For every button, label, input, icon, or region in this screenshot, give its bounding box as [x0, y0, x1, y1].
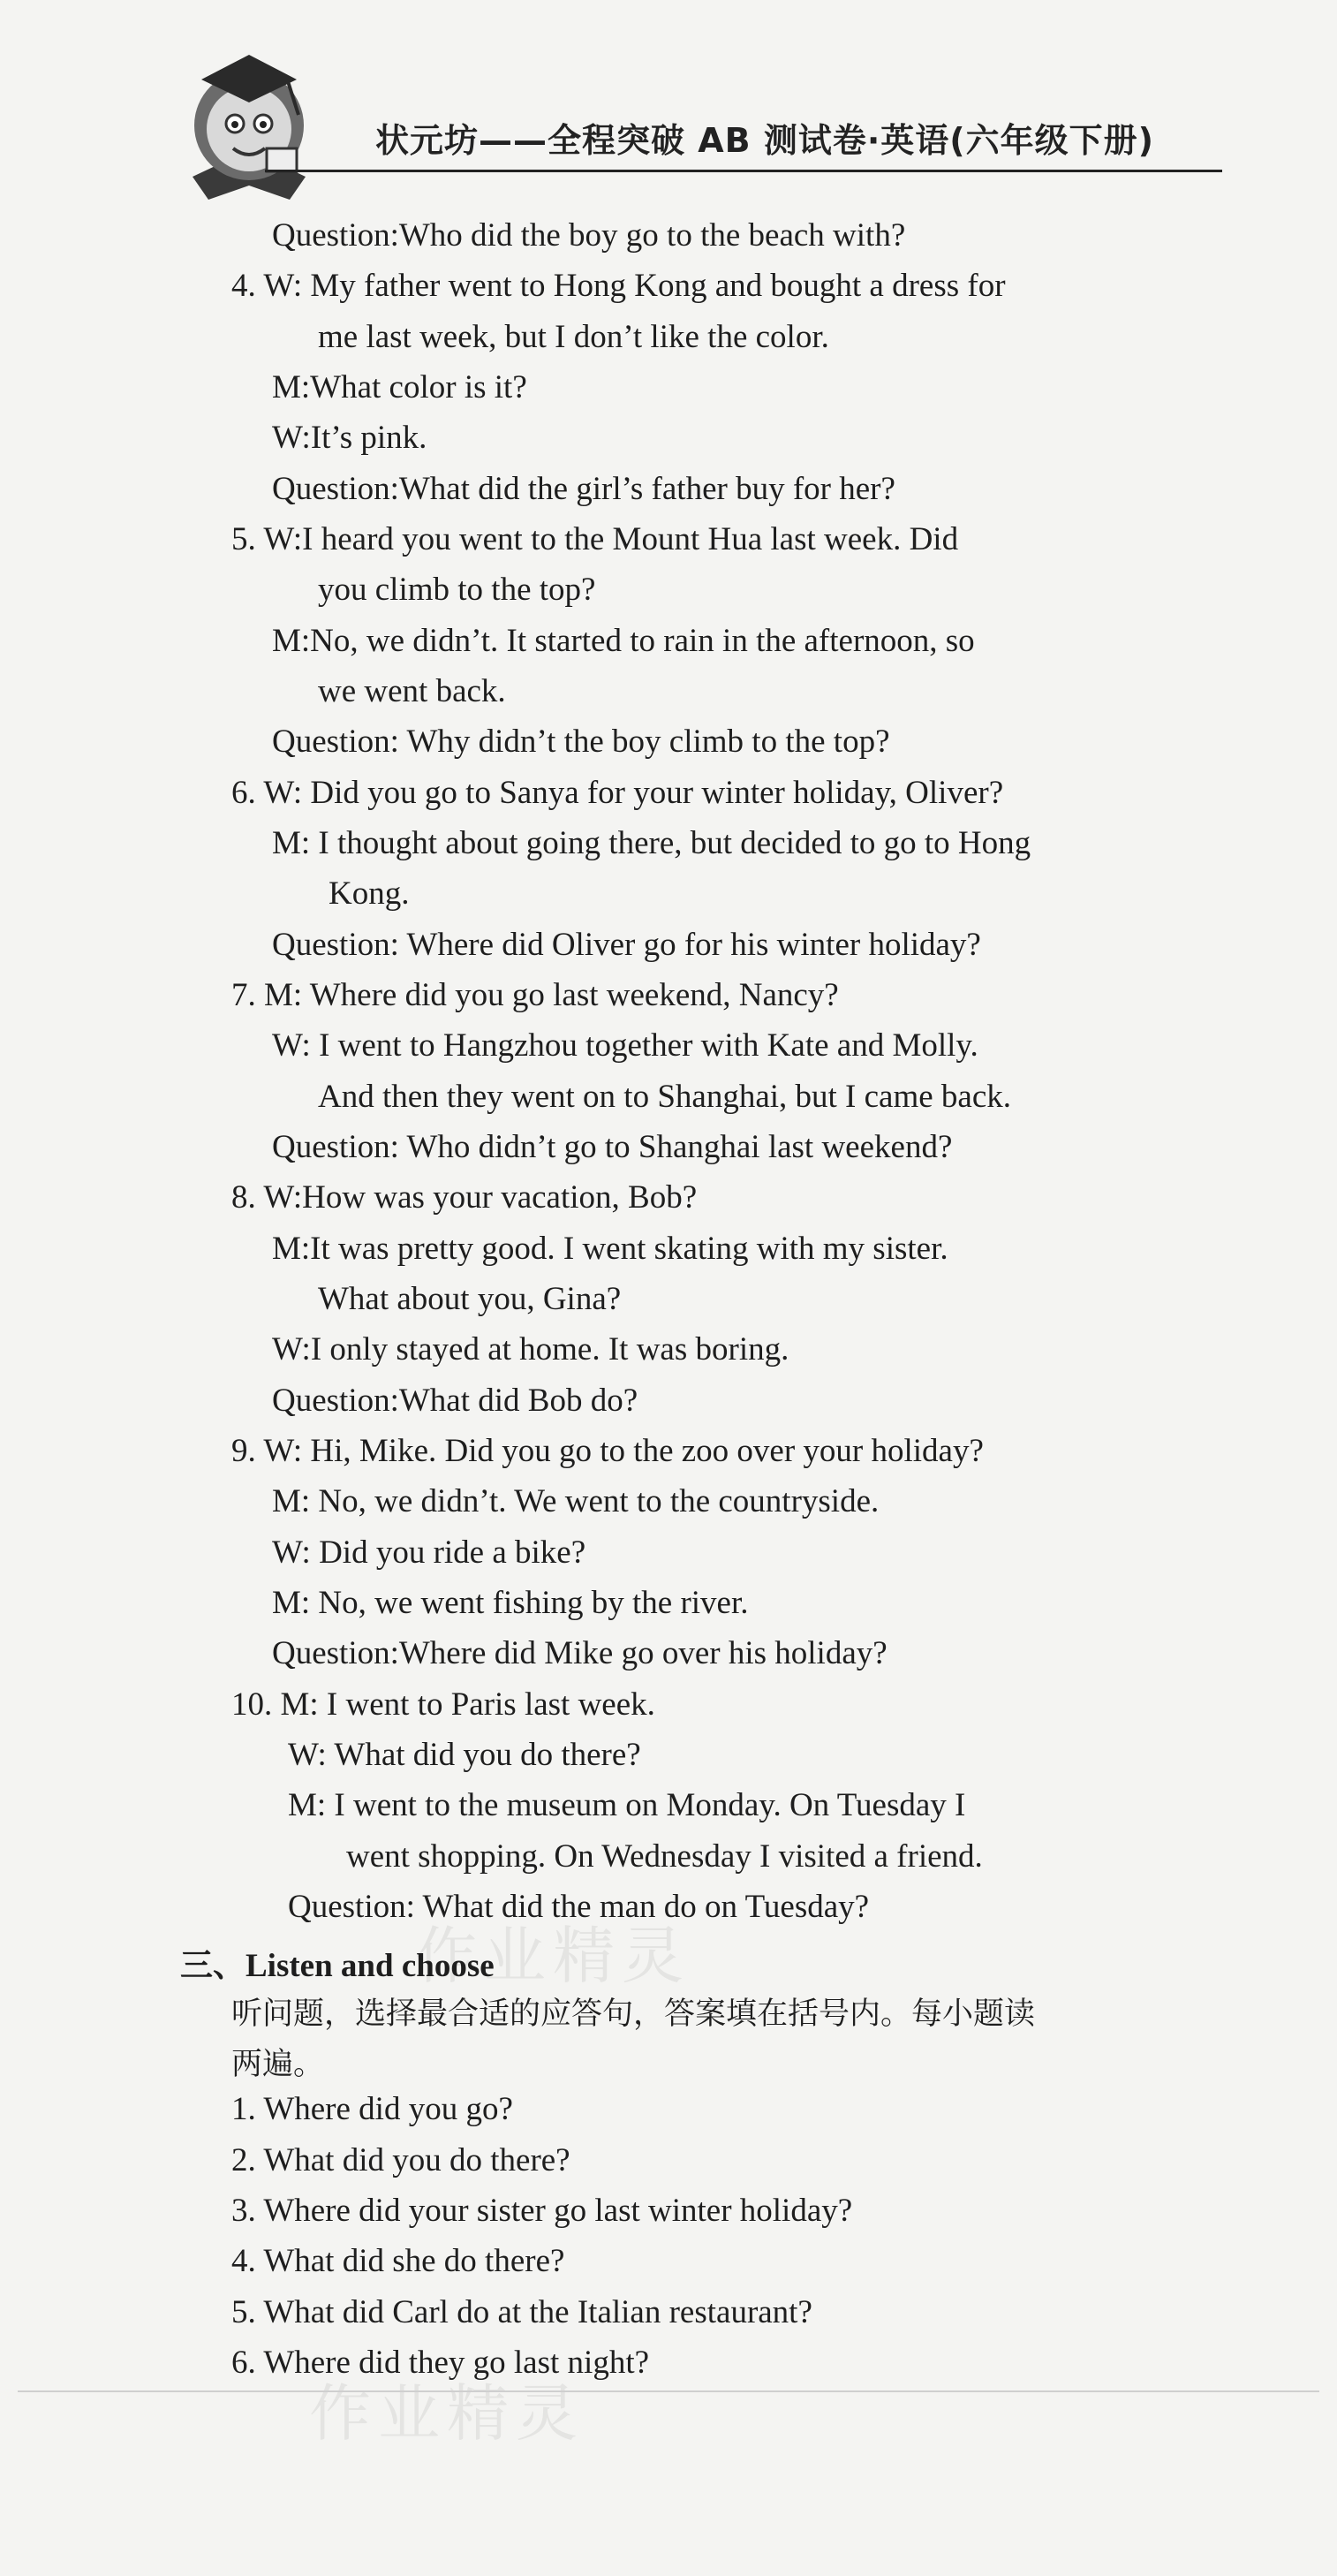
- dialogue-line: 10. M: I went to Paris last week.: [231, 1686, 655, 1723]
- dialogue-line: W: What did you do there?: [288, 1737, 641, 1773]
- watermark: 作业精灵: [415, 1920, 691, 1992]
- header-rule: [265, 170, 1222, 172]
- dialogue-line: M:No, we didn’t. It started to rain in the afternoon, so: [272, 623, 975, 659]
- question-item: 5. What did Carl do at the Italian restaurant?: [231, 2294, 812, 2330]
- dialogue-line: M: I went to the museum on Monday. On Tuesday I: [288, 1787, 966, 1823]
- dialogue-line: Question:What did the girl’s father buy for her?: [272, 471, 895, 507]
- question-item: 3. Where did your sister go last winter holiday?: [231, 2193, 853, 2229]
- dialogue-line: What about you, Gina?: [318, 1281, 622, 1317]
- dialogue-line: Question:Who did the boy go to the beach with?: [272, 217, 906, 254]
- dialogue-line: M: No, we didn’t. We went to the countryside.: [272, 1483, 880, 1519]
- dialogue-line: M: No, we went fishing by the river.: [272, 1585, 749, 1621]
- section-instruction: 听问题，选择最合适的应答句，答案填在括号内。每小题读: [231, 1996, 1036, 2032]
- dialogue-line: 4. W: My father went to Hong Kong and bought a dress for: [231, 268, 1006, 304]
- dialogue-line: M:It was pretty good. I went skating with my sister.: [272, 1231, 948, 1267]
- dialogue-line: Question:What did Bob do?: [272, 1383, 638, 1419]
- dialogue-line: W:I only stayed at home. It was boring.: [272, 1331, 789, 1368]
- mascot-logo: [175, 44, 323, 201]
- dialogue-line: W: Did you ride a bike?: [272, 1534, 586, 1571]
- dialogue-line: me last week, but I don’t like the color.: [318, 319, 829, 355]
- dialogue-line: W:It’s pink.: [272, 420, 427, 456]
- dialogue-line: Question: Who didn’t go to Shanghai last weekend?: [272, 1129, 953, 1165]
- dialogue-line: 6. W: Did you go to Sanya for your winter holiday, Oliver?: [231, 775, 1004, 811]
- dialogue-line: 8. W:How was your vacation, Bob?: [231, 1179, 698, 1216]
- dialogue-line: M:What color is it?: [272, 369, 527, 405]
- watermark: 作业精灵: [309, 2377, 585, 2450]
- dialogue-line: you climb to the top?: [318, 572, 596, 608]
- dialogue-line: M: I thought about going there, but decided to go to Hong: [272, 825, 1031, 861]
- section-heading: 三、Listen and choose: [180, 1948, 495, 1984]
- dialogue-line: 7. M: Where did you go last weekend, Nancy?: [231, 977, 839, 1013]
- section-instruction: 两遍。: [231, 2047, 325, 2082]
- dialogue-line: W: I went to Hangzhou together with Kate and Molly.: [272, 1027, 978, 1064]
- question-item: 2. What did you do there?: [231, 2142, 570, 2178]
- dialogue-line: Question: Why didn’t the boy climb to the top?: [272, 724, 890, 760]
- question-item: 6. Where did they go last night?: [231, 2345, 650, 2381]
- question-item: 4. What did she do there?: [231, 2243, 565, 2279]
- dialogue-line: 5. W:I heard you went to the Mount Hua last week. Did: [231, 521, 959, 557]
- dialogue-line: 9. W: Hi, Mike. Did you go to the zoo over your holiday?: [231, 1433, 984, 1469]
- footer-rule: [18, 2390, 1319, 2392]
- dialogue-line: Kong.: [329, 875, 410, 912]
- dialogue-line: Question: What did the man do on Tuesday?: [288, 1889, 870, 1925]
- dialogue-line: And then they went on to Shanghai, but I came back.: [318, 1079, 1012, 1115]
- dialogue-line: we went back.: [318, 673, 506, 709]
- dialogue-line: went shopping. On Wednesday I visited a friend.: [346, 1838, 983, 1875]
- question-item: 1. Where did you go?: [231, 2091, 513, 2127]
- dialogue-line: Question: Where did Oliver go for his winter holiday?: [272, 927, 981, 963]
- header-title: 状元坊——全程突破 AB 测试卷·英语(六年级下册): [375, 121, 1155, 160]
- dialogue-line: Question:Where did Mike go over his holiday?: [272, 1635, 888, 1671]
